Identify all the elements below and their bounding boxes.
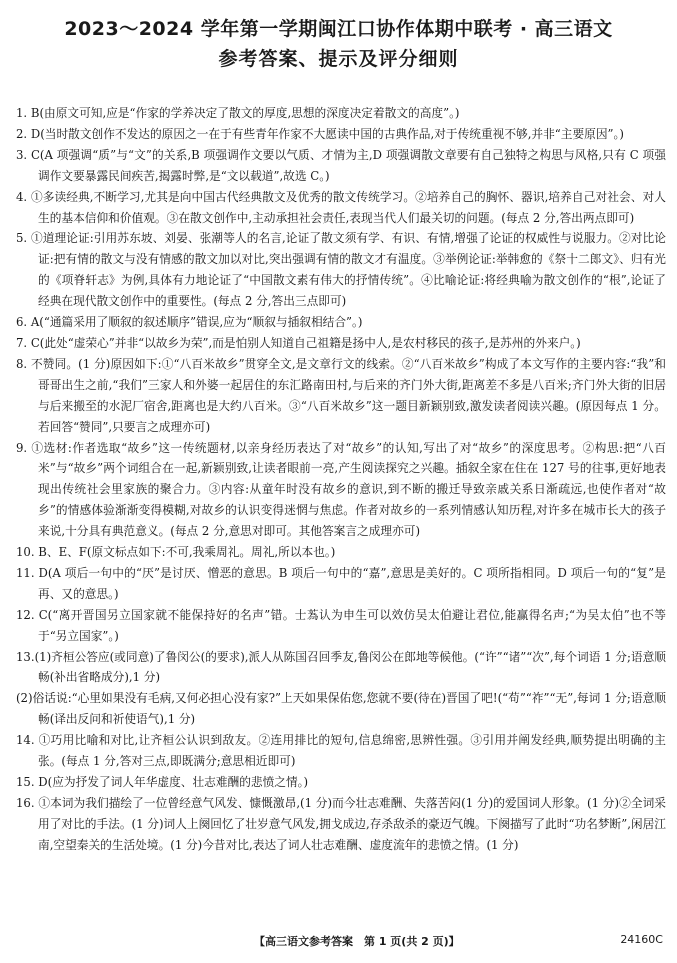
footer-code: 24160C (620, 933, 663, 946)
answer-item-5: 5. ①道理论证:引用苏东坡、刘晏、张潮等人的名言,论证了散文须有学、有识、有情,增强了论证的权威性与说服力。②对比论证:把有情的散文与没有情感的散文加以对比,突出强调有情的散文才有温度。③举例论证:举韩愈的《祭十二郎文》、归有光的《项脊轩志》为例,具体有力地论证了“中国散文素有伟大的抒情传统”。④比喻论证:将经典喻为散文创作的“根”,论证了经典在现代散文创作中的重要性。(每点 2 分,答出三点即可) (16, 231, 666, 309)
answer-item-6: 6. A(“通篇采用了顺叙的叙述顺序”错误,应为“顺叙与插叙相结合”。) (16, 315, 363, 330)
answer-item-15: 15. D(应为抒发了词人年华虚度、壮志难酬的悲愤之情。) (16, 775, 309, 789)
answer-item-12: 12. C(“离开晋国另立国家就不能保持好的名声”错。士蒍认为申生可以效仿吴太伯避让君位,能赢得名声;“为吴太伯”也不等于“另立国家”。) (16, 607, 666, 643)
answer-list (16, 103, 666, 856)
answer-item-9: 9. ①选材:作者选取“故乡”这一传统题材,以亲身经历表达了对“故乡”的认知,写出了对“故乡”的深度思考。②构思:把“八百米”与“故乡”两个词组合在一起,新颖别致,让读者眼前一亮,产生阅读探究之兴趣。插叙全家在住在 127 号的往事,更好地表现出传统社会里家族的聚合力。③内容:从童年时没有故乡的意识,到不断的搬迁导致亲戚关系日渐疏远,也使作者对“故乡”的情感体验渐渐变得模糊,对故乡的认识变得迷惘与焦虑。作者对故乡的一系列情感认知历程,对许多在城市长大的孩子来说,十分具有典范意义。(每点 2 分,意思对即可。其他答案言之成理亦可) (16, 440, 666, 539)
answer-item-14: 14. ①巧用比喻和对比,让齐桓公认识到敌友。②连用排比的短句,信息绵密,思辨性强。③引用并阐发经典,顺势提出明确的主张。(每点 1 分,答对三点,即既满分;意思相近即可) (16, 733, 666, 769)
answer-item-1: 1. B(由原文可知,应是“作家的学养决定了散文的厚度,思想的深度决定着散文的高度”。) (16, 106, 460, 120)
answer-item-13 (16, 647, 666, 731)
answer-item-13-number: 13. (16, 649, 35, 664)
answer-item-10: 10. B、E、F(原文标点如下:不可,我乘周礼。周礼,所以本也。) (16, 545, 336, 560)
answer-item-13-part-1: (1)齐桓公答应(或同意)了鲁闵公(的要求),派人从陈国召回季友,鲁闵公在郎地等候他。(“许”“诸”“次”,每个词语 1 分;语意顺畅(补出省略成分),1 分) (34, 649, 666, 685)
document-title: 2023～2024 学年第一学期闽江口协作体期中联考 · 高三语文 (64, 18, 613, 40)
answer-item-8: 8. 不赞同。(1 分)原因如下:①“八百米故乡”贯穿全文,是文章行文的线索。②“八百米故乡”构成了本文写作的主要内容:“我”和哥哥出生之前,“我们”三家人和外婆一起居住的东汇路南田村,与后来的齐门外大街,距离差不多是八百米;齐门外大街的旧居与后来搬至的水泥厂宿舍,距离也是大约八百米。③“八百米故乡”这一题目新颖别致,激发读者阅读兴趣。(原因每点 1 分。若回答“赞同”,只要言之成理亦可) (16, 356, 666, 434)
document-subtitle: 参考答案、提示及评分细则 (218, 48, 459, 70)
footer-page-info: 【高三语文参考答案 第 1 页(共 2 页)】 (254, 935, 460, 948)
answer-item-13-part-2: (2)俗话说:“心里如果没有毛病,又何必担心没有家?”上天如果保佑您,您就不要(待在)晋国了吧!(“苟”“祚”“无”,每词 1 分;语意顺畅(译出反问和祈使语气),1 分) (16, 691, 666, 727)
answer-item-16: 16. ①本词为我们描绘了一位曾经意气风发、慷慨激昂,(1 分)而今壮志难酬、失落苦闷(1 分)的爱国词人形象。(1 分)②全词采用了对比的手法。(1 分)词人上阕回忆了壮岁意气风发,拥戈成边,存杀敌杀的豪迈气魄。下阕描写了此时“功名梦断”,闲居江南,空望秦关的生活处境。(1 分)今昔对比,表达了词人壮志难酬、虚度流年的悲愤之情。(1 分) (16, 795, 666, 852)
answer-item-11: 11. D(A 项后一句中的“厌”是讨厌、憎恶的意思。B 项后一句中的“嘉”,意思是美好的。C 项所指相同。D 项后一句的“复”是再、又的意思。) (16, 565, 666, 601)
answer-item-3: 3. C(A 项强调“质”与“文”的关系,B 项强调作文要以气质、才情为主,D 项强调散文章要有自己独特之构思与风格,只有 C 项强调作文要暴露民间疾苦,揭露时弊,是“文以载道”,故选 C。) (16, 147, 666, 183)
answer-item-2: 2. D(当时散文创作不发达的原因之一在于有些青年作家不大愿读中国的古典作品,对于传统重视不够,并非“主要原因”。) (16, 126, 624, 141)
answer-item-4: 4. ①多读经典,不断学习,尤其是向中国古代经典散文及优秀的散文传统学习。②培养自己的胸怀、器识,培养自己对社会、对人生的基本信仰和价值观。③在散文创作中,主动承担社会责任,表现当代人们最关切的问题。(每点 2 分,答出两点即可) (16, 189, 666, 225)
answer-item-7: 7. C(此处“虚荣心”并非“以故乡为荣”,而是怕别人知道自己祖籍是扬中人,是农村移民的孩子,是苏州的外来户。) (16, 335, 581, 350)
